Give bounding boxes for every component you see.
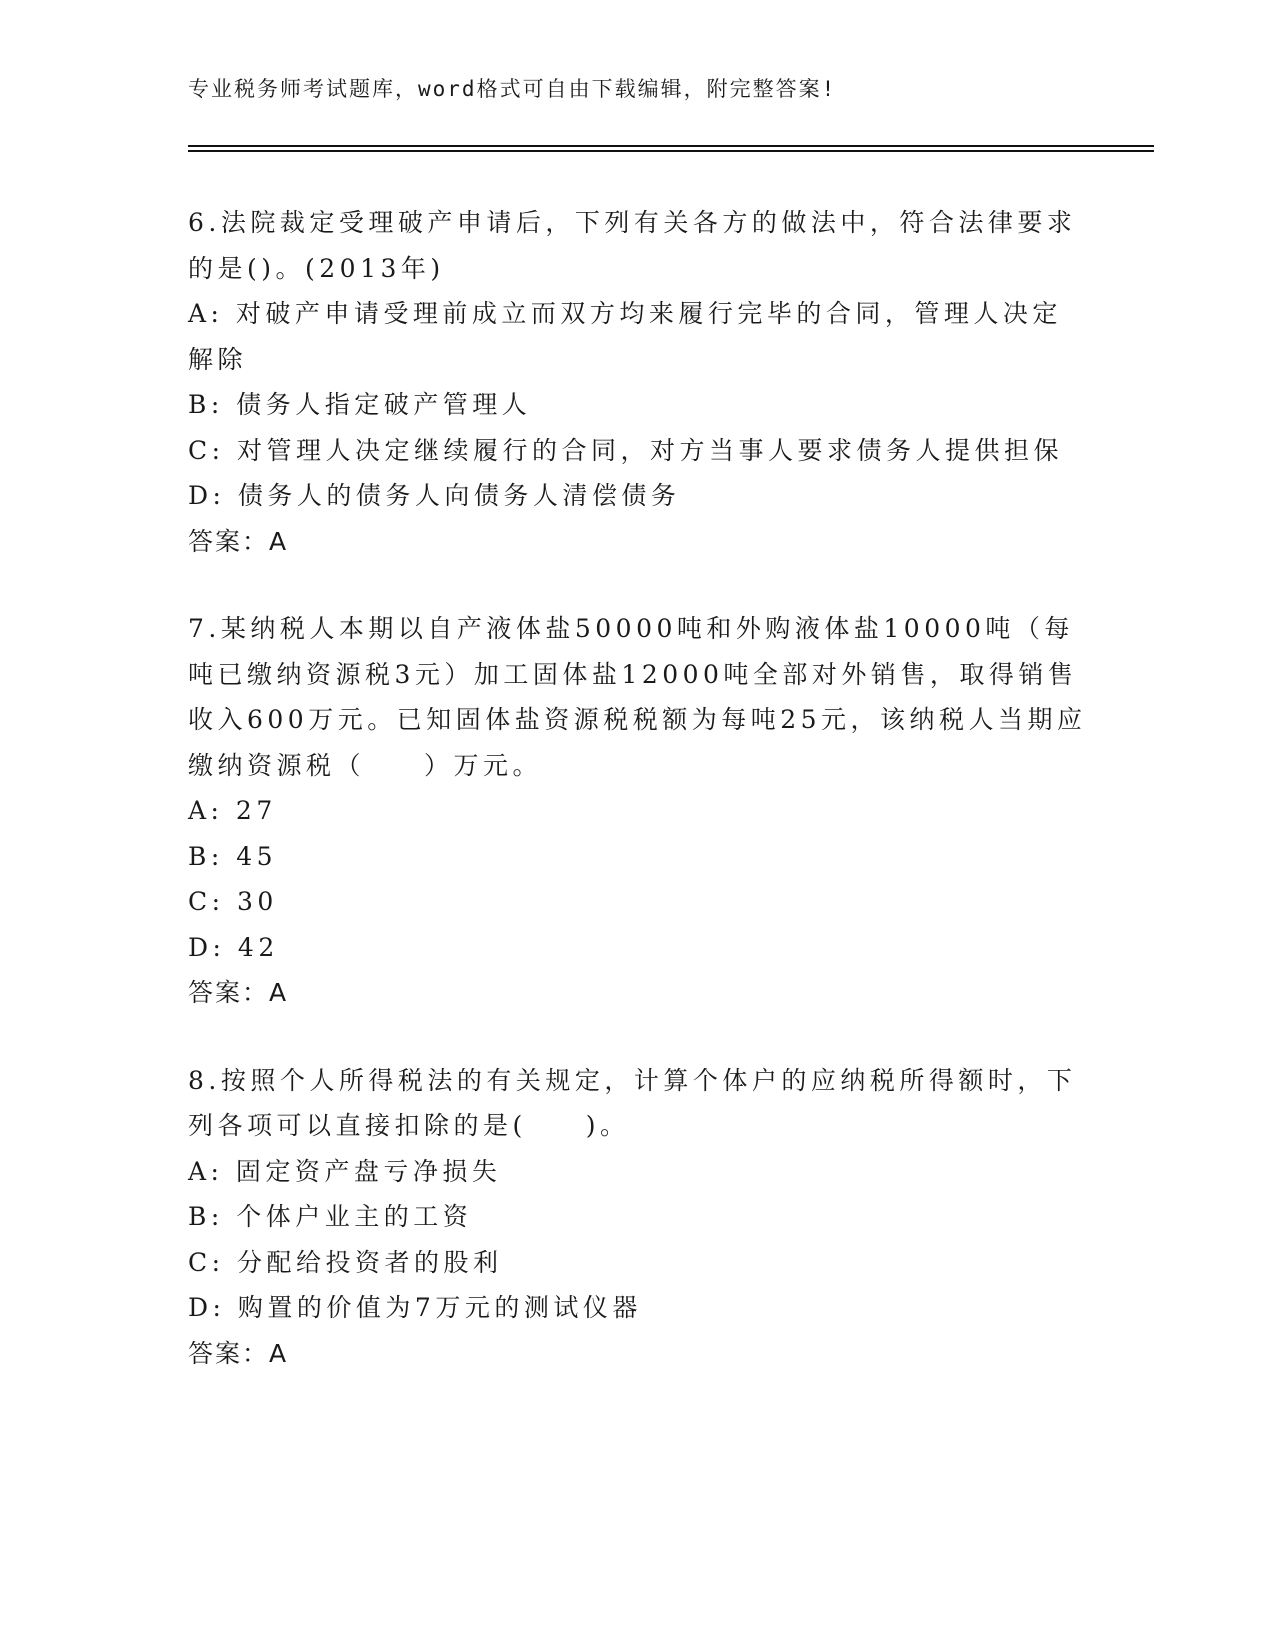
option-d: D: 42 bbox=[188, 932, 279, 962]
option-b: B: 45 bbox=[188, 841, 278, 871]
option-c: C: 分配给投资者的股利 bbox=[188, 1247, 503, 1277]
option-a: A: 27 bbox=[188, 796, 277, 825]
question-7 bbox=[188, 606, 1088, 1016]
question-list bbox=[188, 200, 1088, 1418]
question-stem: 6.法院裁定受理破产申请后，下列有关各方的做法中，符合法律要求的是()。(2013年) bbox=[188, 208, 1077, 283]
option-d: D: 债务人的债务人向债务人清偿债务 bbox=[188, 481, 681, 510]
option-a: A: 对破产申请受理前成立而双方均来履行完毕的合同，管理人决定解除 bbox=[188, 299, 1062, 374]
header-divider bbox=[188, 145, 1154, 152]
page-header: 专业税务师考试题库，word格式可自由下载编辑，附完整答案! bbox=[188, 77, 837, 101]
option-c: C: 30 bbox=[188, 887, 278, 916]
answer-line: 答案：A bbox=[188, 526, 289, 556]
option-b: B: 债务人指定破产管理人 bbox=[188, 390, 532, 419]
question-stem: 7.某纳税人本期以自产液体盐50000吨和外购液体盐10000吨（每吨已缴纳资源税3元）加工固体盐12000吨全部对外销售，取得销售收入600万元。已知固体盐资源税税额为每吨25元，该纳税人当期应缴纳资源税（ ）万元。 bbox=[188, 614, 1087, 780]
question-stem: 8.按照个人所得税法的有关规定，计算个体户的应纳税所得额时，下列各项可以直接扣除的是( )。 bbox=[188, 1065, 1077, 1140]
answer-line: 答案：A bbox=[188, 1338, 289, 1368]
answer-line: 答案：A bbox=[188, 978, 289, 1007]
option-b: B: 个体户业主的工资 bbox=[188, 1202, 473, 1231]
option-d: D: 购置的价值为7万元的测试仪器 bbox=[188, 1293, 642, 1322]
option-a: A: 固定资产盘亏净损失 bbox=[188, 1156, 502, 1186]
question-6 bbox=[188, 200, 1088, 564]
option-c: C: 对管理人决定继续履行的合同，对方当事人要求债务人提供担保 bbox=[188, 435, 1064, 465]
question-8 bbox=[188, 1058, 1088, 1377]
